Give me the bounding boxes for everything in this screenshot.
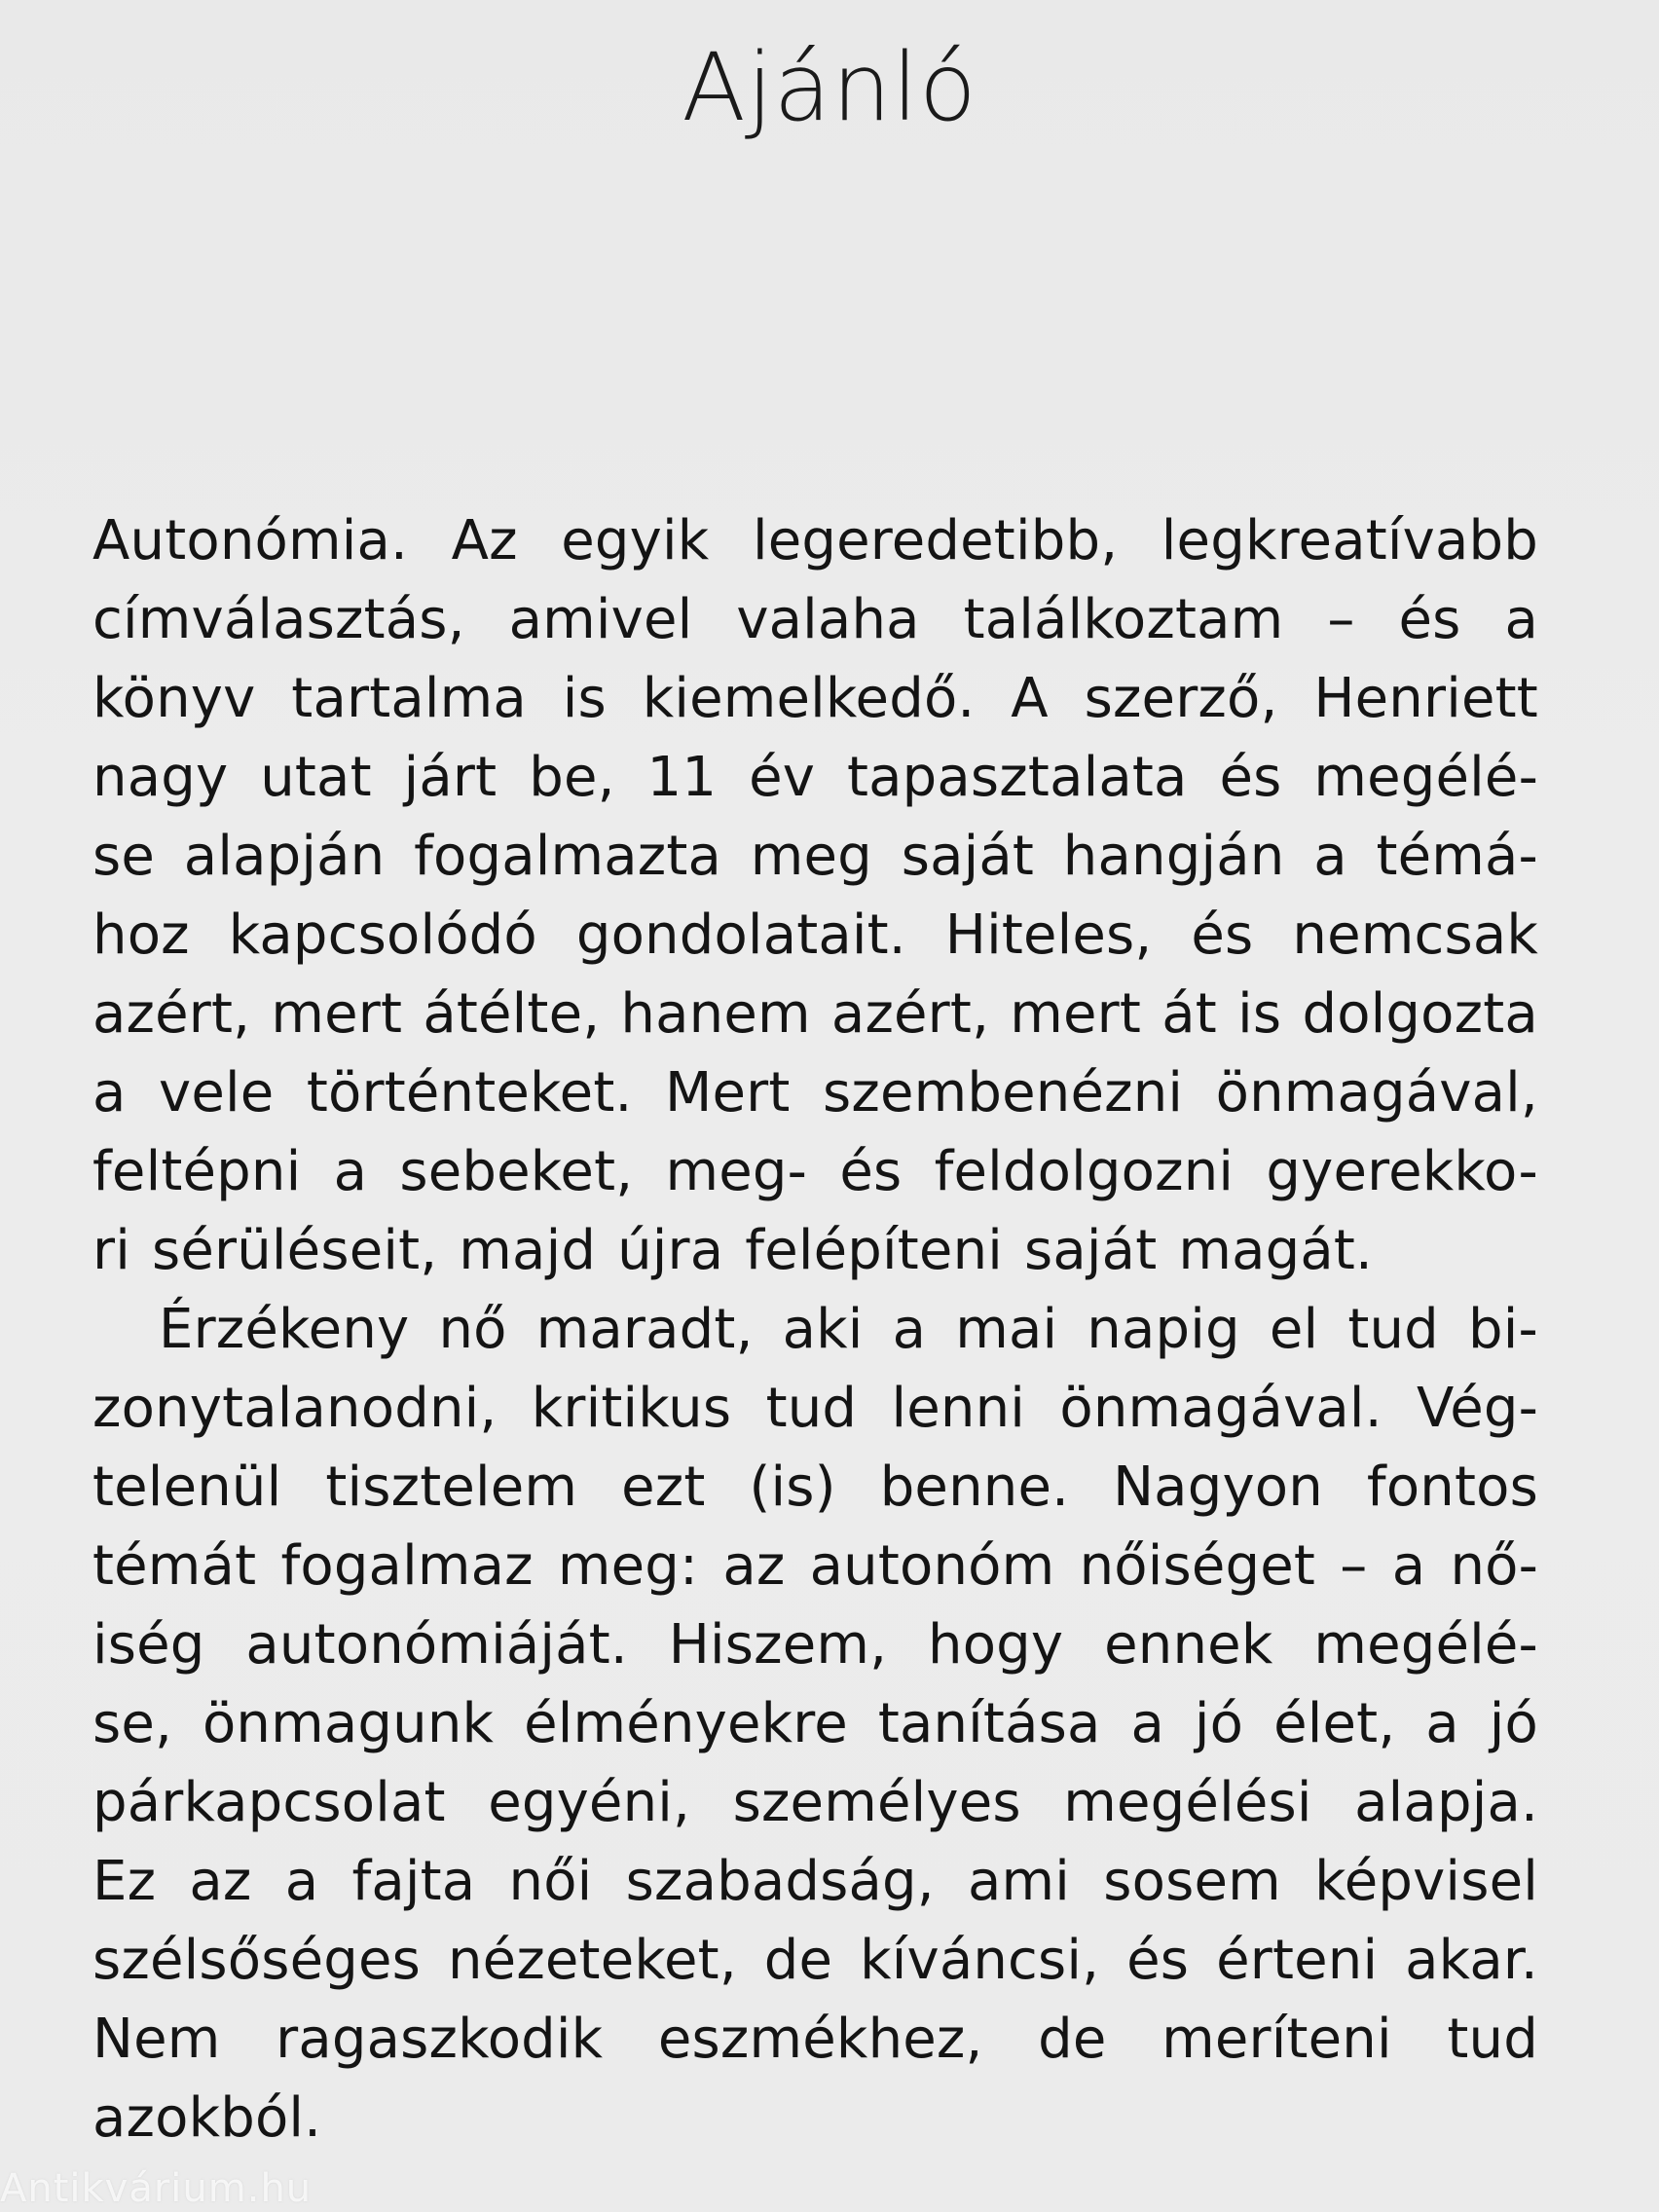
text-line: szélsőséges nézeteket, de kíváncsi, és érteni akar. (92, 1929, 1538, 1992)
text-line: iség autonómiáját. Hiszem, hogy ennek megélé- (92, 1613, 1538, 1677)
text-line: zonytalanodni, kritikus tud lenni önmagával. Vég- (92, 1377, 1538, 1440)
text-line: Érzékeny nő maradt, aki a mai napig el tud bi- (159, 1298, 1538, 1361)
text-line: Ez az a fajta női szabadság, ami sosem képvisel (92, 1850, 1538, 1913)
text-line: témát fogalmaz meg: az autonóm nőiséget – a nő- (92, 1534, 1538, 1598)
watermark: Antikvárium.hu (0, 2166, 313, 2211)
text-line: Nem ragaszkodik eszmékhez, de meríteni tud (92, 2008, 1538, 2071)
text-line: nagy utat járt be, 11 év tapasztalata és megélé- (92, 746, 1538, 809)
paragraph (92, 1290, 1538, 2157)
text-line: Autonómia. Az egyik legeredetibb, legkreatívabb (92, 509, 1538, 572)
body-text (92, 501, 1538, 2157)
text-line: azokból. (92, 2086, 322, 2150)
text-line: se, önmagunk élményekre tanítása a jó élet, a jó (92, 1692, 1538, 1755)
text-line: hoz kapcsolódó gondolatait. Hiteles, és nemcsak (92, 903, 1538, 967)
text-line: feltépni a sebeket, meg- és feldolgozni gyerekko- (92, 1140, 1538, 1203)
text-line: azért, mert átélte, hanem azért, mert át is dolgozta (92, 982, 1538, 1046)
text-line: könyv tartalma is kiemelkedő. A szerző, Henriett (92, 667, 1538, 730)
text-line: telenül tisztelem ezt (is) benne. Nagyon fontos (92, 1456, 1538, 1519)
text-line: címválasztás, amivel valaha találkoztam – és a (92, 588, 1538, 651)
text-line: párkapcsolat egyéni, személyes megélési alapja. (92, 1771, 1538, 1834)
text-line: a vele történteket. Mert szembenézni önmagával, (92, 1061, 1538, 1124)
paragraph (92, 501, 1538, 1290)
page-title: Ajánló (682, 33, 977, 142)
text-line: ri sérüléseit, majd újra felépíteni saját magát. (92, 1219, 1374, 1282)
text-line: se alapján fogalmazta meg saját hangján a témá- (92, 825, 1538, 888)
